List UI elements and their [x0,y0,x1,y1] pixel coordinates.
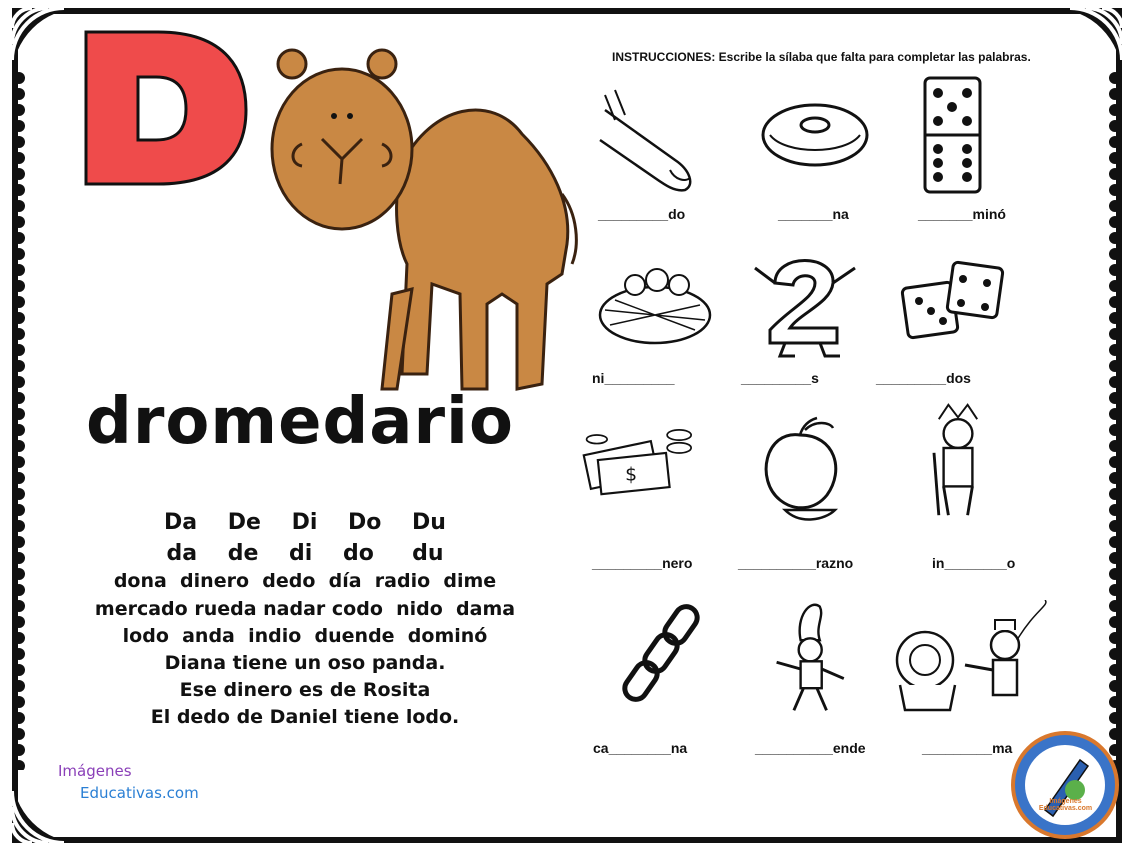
exercise-label: __________razno [738,555,854,571]
scalloped-border-right [1108,70,1122,770]
big-letter-d [78,22,253,192]
exercise-label: _________nero [592,555,693,571]
reading-line: mercado rueda nadar codo nido dama [94,598,516,620]
exercise-label: _________s [741,370,819,386]
syllables-uppercase: Da De Di Do Du [164,510,446,535]
watermark-badge [1010,730,1120,840]
lion-tamer-icon [885,600,1050,720]
title-word: dromedario [86,385,514,459]
badge-text: Imágenes Educativas.com [1038,798,1093,812]
syllables-lowercase: da de di do du [166,541,444,566]
exercise-label: ca________na [593,740,688,756]
instructions: INSTRUCCIONES: Escribe la sílaba que falta para completar las palabras. [612,50,1031,64]
logo-line-1: Imágenes [58,762,132,780]
finger-icon [595,80,715,200]
exercise-label: _________ma [922,740,1013,756]
exercise-label: _________do [598,206,686,222]
dice-icon [895,245,1015,365]
domino-icon [892,75,1012,195]
chain-icon [610,595,730,715]
exercise-label: in________o [932,555,1016,571]
reading-line: Diana tiene un oso panda. [164,652,446,674]
nest-icon [595,240,715,360]
site-logo [58,760,199,804]
money-icon [578,405,698,525]
corner-ornament-top-left [12,8,82,78]
exercise-label: ni_________ [592,370,675,386]
number-two-icon [745,238,865,358]
svg-text:$: $ [625,464,638,486]
exercise-label: _______na [778,206,849,222]
big-letter-text: D [78,22,79,23]
donut-icon [755,80,875,200]
reading-line: lodo anda indio duende dominó [122,625,488,647]
dromedary-illustration [262,44,592,394]
exercise-label: __________ende [755,740,866,756]
reading-line: El dedo de Daniel tiene lodo. [150,706,460,728]
exercise-label: _________dos [876,370,971,386]
reading-line: Ese dinero es de Rosita [179,679,431,701]
elf-icon [755,597,875,717]
peach-icon [745,410,865,530]
logo-line-2: Educativas.com [80,784,199,802]
native-child-icon [898,400,1018,520]
reading-line: dona dinero dedo día radio dime [113,570,497,592]
exercise-label: _______minó [918,206,1006,222]
corner-ornament-top-right [1052,8,1122,78]
